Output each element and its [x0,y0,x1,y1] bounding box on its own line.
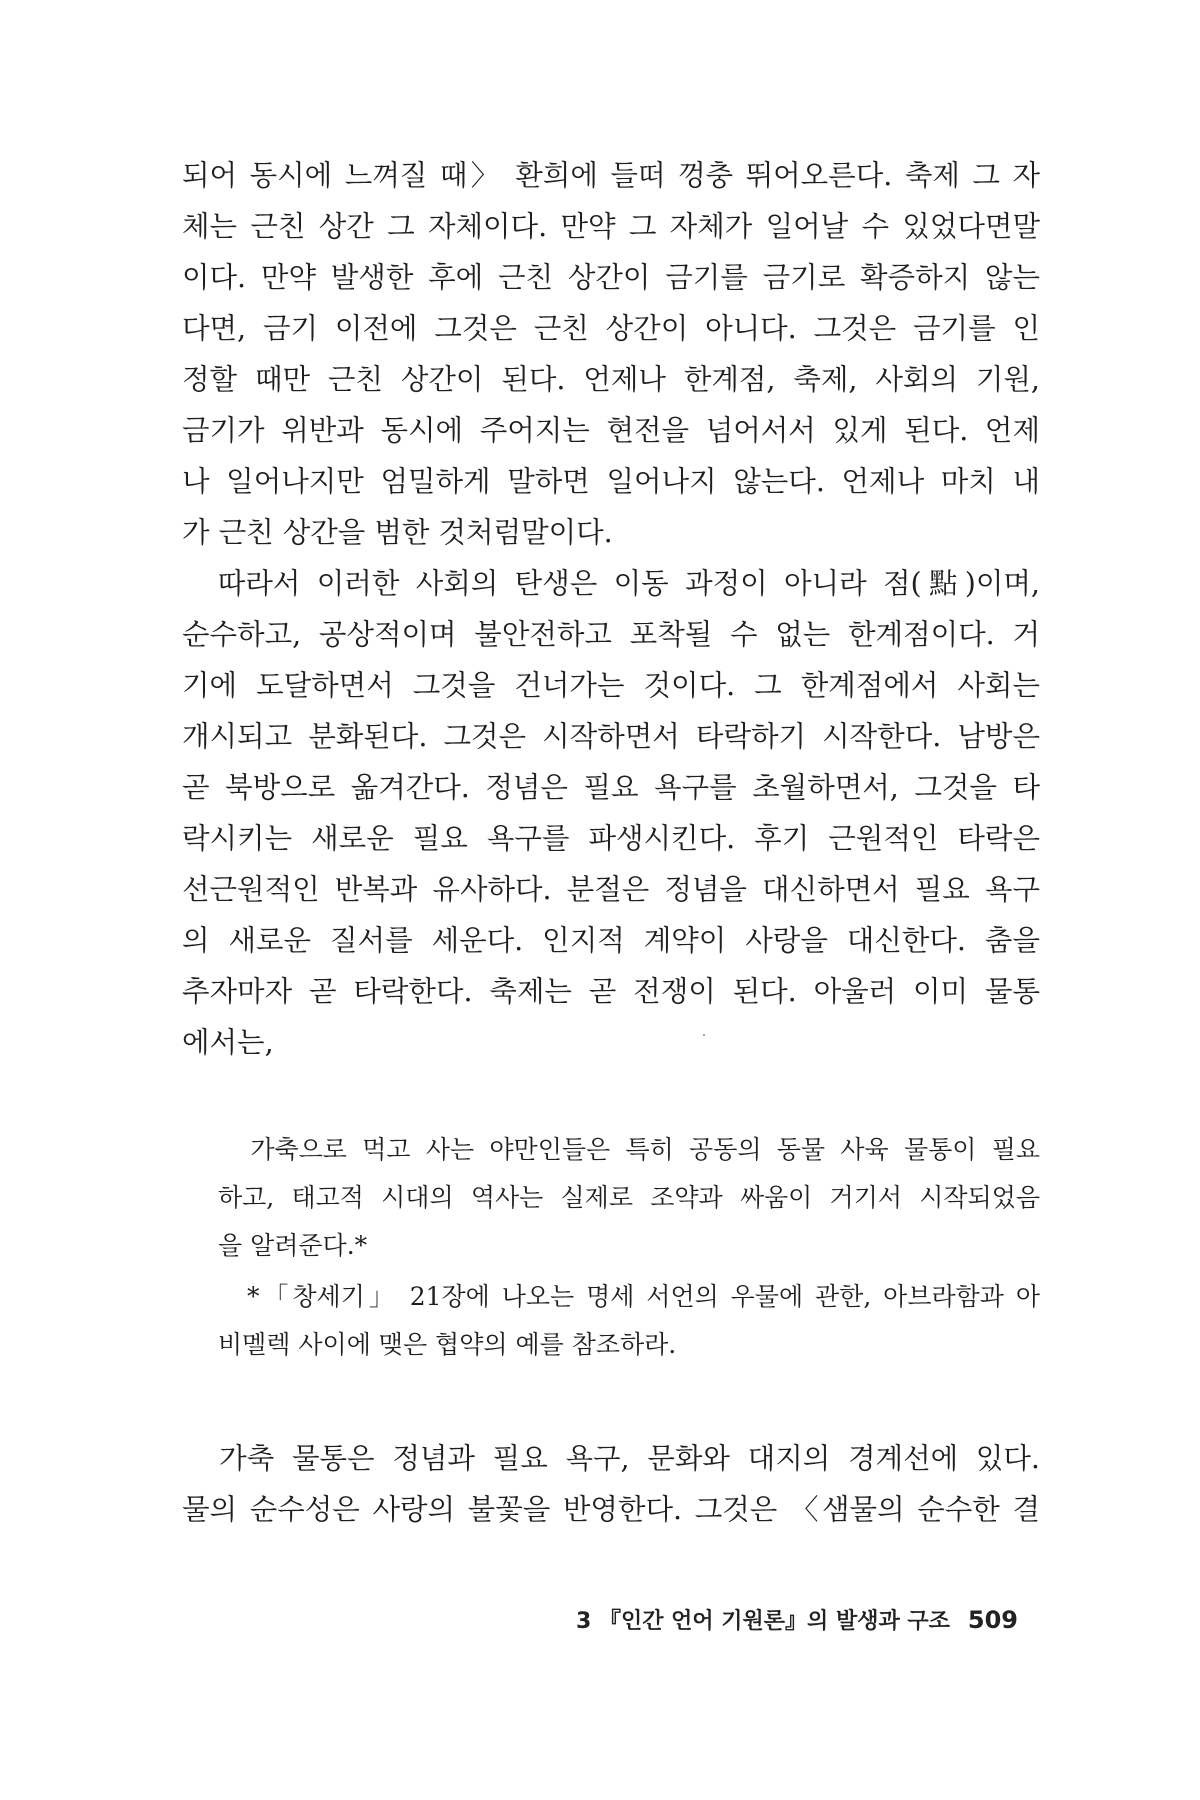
text-line: 다면, 금기 이전에 그것은 근친 상간이 아니다. 그것은 금기를 인 [182,312,1040,345]
text-line: 락시키는 새로운 필요 욕구를 파생시킨다. 후기 근원적인 타락은 [182,822,1040,855]
footnote-line: *「창세기」 21장에 나오는 명세 서언의 우물에 관한, 아브라함과 아 [218,1282,1040,1311]
footnote-line: 비멜렉 사이에 맺은 협약의 예를 참조하라. [218,1330,677,1359]
text-line: 이다. 만약 발생한 후에 근친 상간이 금기를 금기로 확증하지 않는 [182,261,1040,294]
text-line: 정할 때만 근친 상간이 된다. 언제나 한계점, 축제, 사회의 기원, [182,363,1040,396]
text-line: 가축 물통은 정념과 필요 욕구, 문화와 대지의 경계선에 있다. [182,1442,1040,1475]
text-line: 개시되고 분화된다. 그것은 시작하면서 타락하기 시작한다. 남방은 [182,720,1040,753]
text-line: 곧 북방으로 옮겨간다. 정념은 필요 욕구를 초월하면서, 그것을 타 [182,771,1040,804]
text-line: 에서는, [182,1026,274,1059]
text-line: 금기가 위반과 동시에 주어지는 현전을 넘어서서 있게 된다. 언제 [182,414,1040,447]
paragraph-3 [182,1433,1040,1535]
page-number: 509 [967,1606,1018,1634]
quote-line: 가축으로 먹고 사는 야만인들은 특히 공동의 동물 사육 물통이 필요 [218,1135,1040,1164]
text-line: 의 새로운 질서를 세운다. 인지적 계약이 사랑을 대신한다. 춤을 [182,924,1040,957]
text-line: 물의 순수성은 사랑의 불꽃을 반영한다. 그것은 〈샘물의 순수한 결 [182,1493,1040,1526]
text-line: 나 일어나지만 엄밀하게 말하면 일어나지 않는다. 언제나 마치 내 [182,465,1040,498]
scan-speck [703,1034,705,1036]
running-footer [576,1604,1018,1635]
text-line: 순수하고, 공상적이며 불안전하고 포착될 수 없는 한계점이다. 거 [182,618,1040,651]
text-line: 따라서 이러한 사회의 탄생은 이동 과정이 아니라 점(點)이며, [182,567,1040,600]
text-line: 선근원적인 반복과 유사하다. 분절은 정념을 대신하면서 필요 욕구 [182,873,1040,906]
running-head: 3 『인간 언어 기원론』의 발생과 구조 [576,1609,950,1634]
paragraph-1 [182,150,1040,558]
block-quote [182,1126,1040,1369]
text-line: 가 근친 상간을 범한 것처럼말이다. [182,516,613,549]
quote-line: 을 알려준다.* [218,1231,368,1260]
text-line: 기에 도달하면서 그것을 건너가는 것이다. 그 한계점에서 사회는 [182,669,1040,702]
text-line: 되어 동시에 느껴질 때〉 환희에 들떠 껑충 뛰어오른다. 축제 그 자 [182,159,1040,192]
text-line: 체는 근친 상간 그 자체이다. 만약 그 자체가 일어날 수 있었다면말 [182,210,1040,243]
page-body [182,150,1040,1535]
paragraph-2 [182,558,1040,1068]
footnote [218,1273,1040,1369]
text-line: 추자마자 곧 타락한다. 축제는 곧 전쟁이 된다. 아울러 이미 물통 [182,975,1040,1008]
quote-line: 하고, 태고적 시대의 역사는 실제로 조약과 싸움이 거기서 시작되었음 [218,1183,1040,1212]
